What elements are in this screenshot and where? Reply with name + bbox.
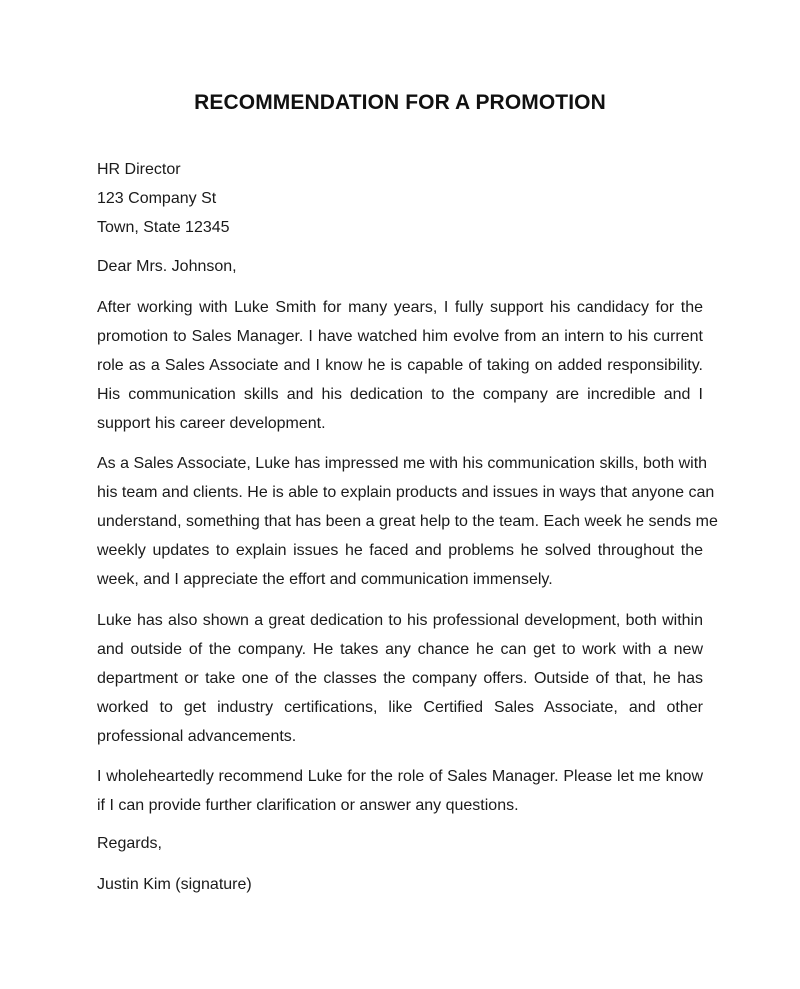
- paragraph-line: weekly updates to explain issues he faced and problems he solved throughout the: [97, 542, 703, 559]
- paragraph-line: Luke has also shown a great dedication to his professional development, both within: [97, 612, 703, 629]
- paragraph-line: department or take one of the classes the company offers. Outside of that, he has: [97, 670, 703, 687]
- paragraph-line: worked to get industry certifications, like Certified Sales Associate, and other: [97, 699, 703, 716]
- body-paragraph-2: [97, 449, 718, 594]
- recipient-line-1: HR Director: [97, 161, 181, 178]
- closing: Regards,: [97, 835, 162, 852]
- paragraph-line: After working with Luke Smith for many years, I fully support his candidacy for the: [97, 299, 703, 316]
- paragraph-line: week, and I appreciate the effort and communication immensely.: [97, 571, 553, 588]
- signature: Justin Kim (signature): [97, 876, 252, 893]
- recipient-line-2: 123 Company St: [97, 190, 217, 207]
- salutation: Dear Mrs. Johnson,: [97, 258, 237, 275]
- paragraph-line: His communication skills and his dedication to the company are incredible and I: [97, 386, 703, 403]
- paragraph-line: understand, something that has been a great help to the team. Each week he sends me: [97, 513, 718, 530]
- body-paragraph-4: [97, 762, 703, 820]
- document-title: RECOMMENDATION FOR A PROMOTION: [194, 91, 606, 114]
- paragraph-line: professional advancements.: [97, 728, 297, 745]
- paragraph-line: promotion to Sales Manager. I have watched him evolve from an intern to his current: [97, 328, 703, 345]
- body-paragraph-3: [97, 606, 703, 751]
- paragraph-line: role as a Sales Associate and I know he is capable of taking on added responsibility.: [97, 357, 703, 374]
- paragraph-line: As a Sales Associate, Luke has impressed me with his communication skills, both with: [97, 455, 708, 472]
- paragraph-line: and outside of the company. He takes any chance he can get to work with a new: [97, 641, 703, 658]
- body-paragraph-1: [97, 293, 703, 438]
- paragraph-line: support his career development.: [97, 415, 326, 432]
- recipient-line-3: Town, State 12345: [97, 219, 230, 236]
- paragraph-line: his team and clients. He is able to explain products and issues in ways that anyone can: [97, 484, 715, 501]
- paragraph-line: if I can provide further clarification or answer any questions.: [97, 797, 519, 814]
- paragraph-line: I wholeheartedly recommend Luke for the role of Sales Manager. Please let me know: [97, 768, 703, 785]
